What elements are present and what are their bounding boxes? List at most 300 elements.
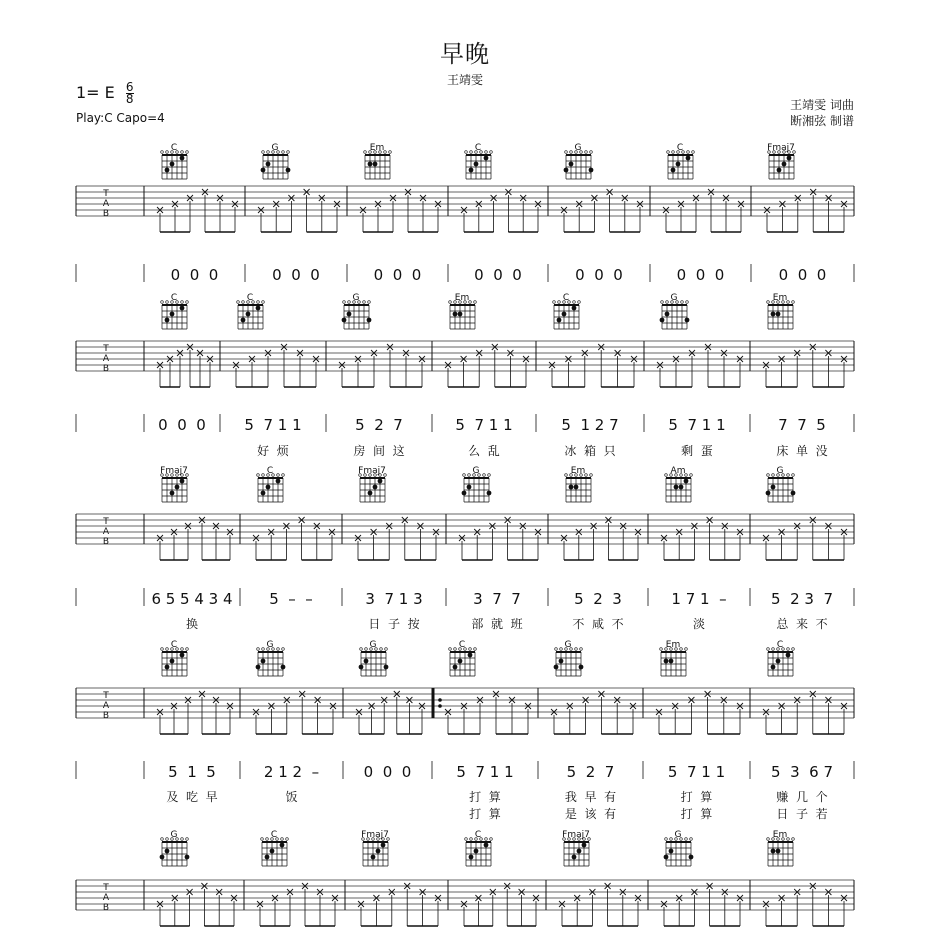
chord-open-mark [281,838,284,841]
chord-finger-dot [589,168,594,173]
chord-finger-dot [572,855,577,860]
chord-name: Em [454,293,470,303]
tab-letter: B [102,364,110,374]
repeat-dot [438,704,442,708]
chord-open-mark [792,301,795,304]
chord-name: G [170,830,178,840]
chord-open-mark [772,648,775,651]
chord-finger-dot [261,491,266,496]
chord-open-mark [468,474,471,477]
chord-finger-dot [577,849,582,854]
chord-finger-dot [554,665,559,670]
chord-finger-dot [256,306,261,311]
chord-name: C [458,640,466,650]
chord-finger-dot [776,659,781,664]
chord-finger-dot [381,843,386,848]
chord-open-mark [692,151,695,154]
chord-open-mark [666,301,669,304]
chord-open-mark [389,151,392,154]
chord-finger-dot [453,312,458,317]
chord-diagram [767,293,795,329]
chord-finger-dot [270,849,275,854]
chord-open-mark [364,151,367,154]
chord-open-mark [665,838,668,841]
chord-finger-dot [671,168,676,173]
chord-open-mark [368,301,371,304]
chord-diagram [364,143,392,179]
chord-diagram [161,143,189,179]
chord-finger-dot [364,659,369,664]
chord-finger-dot [766,491,771,496]
lyric-line-1: 不 咸 不 [572,617,624,631]
numbered-notation: 0 0 0 [363,763,412,781]
tab-letter: A [102,893,110,903]
chord-open-mark [681,301,684,304]
chord-open-mark [181,838,184,841]
chord-open-mark [555,648,558,651]
lyric-line-2: 日 子 若 [776,807,828,821]
lyric-line-1: 饭 [285,790,298,804]
repeat-dot [438,698,442,702]
song-title: 早晚 [440,40,490,68]
chord-open-mark [767,838,770,841]
chord-open-mark [186,648,189,651]
chord-open-mark [565,151,568,154]
chord-finger-dot [669,849,674,854]
chord-finger-dot [376,849,381,854]
chord-name: Em [772,293,788,303]
chord-open-mark [363,301,366,304]
chord-open-mark [660,648,663,651]
chord-open-mark [277,474,280,477]
tab-letter: B [102,537,110,547]
chord-finger-dot [286,168,291,173]
lyric-line-1: 冰 箱 只 [564,444,616,458]
chord-open-mark [490,838,493,841]
numbered-notation: 1 7 1 – [671,590,727,608]
key-label: 1= E [76,83,115,102]
chord-finger-dot [384,665,389,670]
chord-open-mark [454,648,457,651]
chord-open-mark [488,474,491,477]
chord-finger-dot [469,168,474,173]
chord-diagram [342,293,372,329]
chord-diagram [767,143,795,179]
chord-open-mark [792,648,795,651]
numbered-notation: 5 – – [269,590,313,608]
tab-letter: A [102,701,110,711]
chord-name: C [270,830,278,840]
chord-finger-dot [170,659,175,664]
chord-name: G [574,143,582,153]
chord-open-mark [166,648,169,651]
chord-diagram [449,293,477,329]
chord-finger-dot [468,653,473,658]
chord-open-mark [282,648,285,651]
chord-finger-dot [664,855,669,860]
chord-finger-dot [787,156,792,161]
chord-open-mark [343,301,346,304]
chord-open-mark [262,301,265,304]
chord-finger-dot [373,162,378,167]
chord-name: Em [369,143,385,153]
chord-open-mark [257,474,260,477]
chord-diagram [465,143,493,179]
chord-finger-dot [261,659,266,664]
lyric-line-1: 么 乱 [468,444,500,458]
chord-open-mark [792,474,795,477]
chord-open-mark [161,838,164,841]
chord-diagram [664,830,694,866]
lyric-line-1: 打 算 [469,790,501,804]
chord-name: C [562,293,570,303]
numbered-notation: 5 2 3 7 [770,590,834,608]
chord-open-mark [449,301,452,304]
chord-name: C [474,143,482,153]
chord-diagram [554,640,584,676]
lyric-line-1: 我 早 有 [564,790,617,804]
chord-diagram [361,830,389,866]
chord-diagram [667,143,695,179]
lyric-line-1: 换 [185,617,199,631]
singer-name: 王靖雯 [446,73,483,87]
chord-open-mark [585,151,588,154]
chord-open-mark [565,474,568,477]
chord-finger-dot [582,843,587,848]
numbered-notation: 0 0 0 [778,266,827,284]
chord-diagram [465,830,493,866]
numbered-notation: 2 1 2 – [263,763,320,781]
chord-finger-dot [664,659,669,664]
chord-finger-dot [246,312,251,317]
numbered-notation: 6 5 5 4 3 4 [151,590,233,608]
time-sig-top: 6 [125,80,134,94]
chord-name: G [369,640,377,650]
chord-finger-dot [572,306,577,311]
chord-open-mark [257,648,260,651]
chord-finger-dot [686,156,691,161]
lyric-line-1: 赚 几 个 [776,790,828,804]
lyric-line-1: 剩 蛋 [681,444,713,458]
tab-letter: T [103,344,109,354]
chord-open-mark [161,301,164,304]
chord-diagram [359,640,389,676]
tab-letter: T [103,189,109,199]
chord-open-mark [166,301,169,304]
tab-system [76,640,854,821]
chord-name: G [776,466,784,476]
chord-finger-dot [276,479,281,484]
chord-name: C [474,830,482,840]
chord-name: Fmaj7 [160,466,188,476]
lyric-line-2: 打 算 [469,807,501,821]
chord-finger-dot [569,485,574,490]
chord-finger-dot [180,479,185,484]
numbered-notation: 5 7 1 1 [456,763,514,781]
chord-diagram [462,466,492,502]
chord-open-mark [690,838,693,841]
tab-letter: T [103,517,109,527]
chord-diagram [161,293,189,329]
tab-system [76,143,854,284]
chord-finger-dot [487,491,492,496]
chord-open-mark [767,648,770,651]
chord-finger-dot [180,653,185,658]
chord-finger-dot [281,665,286,670]
chord-finger-dot [669,659,674,664]
chord-finger-dot [771,485,776,490]
chord-finger-dot [180,156,185,161]
chord-finger-dot [170,312,175,317]
chord-name: Em [570,466,586,476]
chord-finger-dot [359,665,364,670]
chord-name: Fmaj7 [767,143,795,153]
chord-open-mark [667,151,670,154]
chord-finger-dot [569,162,574,167]
chord-open-mark [385,648,388,651]
chord-diagram [564,143,594,179]
chord-open-mark [181,151,184,154]
chord-open-mark [687,151,690,154]
numbered-notation: 0 0 0 [373,266,422,284]
chord-finger-dot [484,156,489,161]
lyric-line-2: 打 算 [680,807,713,821]
chord-finger-dot [458,659,463,664]
chord-diagram [449,640,477,676]
lyric-line-1: 日 子 按 [368,617,420,631]
chord-finger-dot [280,843,285,848]
chord-open-mark [286,838,289,841]
chord-name: C [266,466,274,476]
chord-finger-dot [660,318,665,323]
chord-open-mark [685,648,688,651]
chord-diagram [660,640,688,676]
chord-open-mark [262,151,265,154]
credit-lyrics-music: 王靖雯 词曲 [790,98,854,112]
tab-letter: B [102,711,110,721]
chord-diagram [257,466,285,502]
chord-finger-dot [265,855,270,860]
chord-open-mark [573,301,576,304]
chord-finger-dot [685,318,690,323]
chord-open-mark [365,648,368,651]
chord-open-mark [485,838,488,841]
chord-finger-dot [559,659,564,664]
chord-open-mark [360,648,363,651]
chord-finger-dot [458,312,463,317]
lyric-line-1: 打 算 [680,790,713,804]
chord-open-mark [181,301,184,304]
chord-diagram [161,640,189,676]
lyric-line-1: 部 就 班 [471,617,523,631]
chord-finger-dot [256,665,261,670]
chord-open-mark [578,301,581,304]
chord-finger-dot [241,318,246,323]
chord-open-mark [261,838,264,841]
chord-finger-dot [574,485,579,490]
chord-finger-dot [342,318,347,323]
numbered-notation: 5 1 5 [168,763,216,781]
numbered-notation: 7 7 5 [778,416,826,434]
chord-open-mark [161,151,164,154]
chord-open-mark [277,648,280,651]
tab-letter: B [102,209,110,219]
chord-finger-dot [165,849,170,854]
tab-letter: A [102,527,110,537]
chord-open-mark [553,301,556,304]
chord-diagram [766,466,796,502]
chord-open-mark [686,301,689,304]
chord-finger-dot [467,485,472,490]
numbered-notation: 0 0 0 [575,266,623,284]
chord-finger-dot [453,665,458,670]
chord-name: G [266,640,274,650]
chord-open-mark [690,474,693,477]
chord-diagram [160,466,188,502]
lyric-line-1: 淡 [692,617,706,631]
chord-diagram [767,830,795,866]
chord-open-mark [570,151,573,154]
chord-name: Em [772,830,788,840]
chord-name: Fmaj7 [358,466,386,476]
chord-name: Am [670,466,686,476]
chord-finger-dot [368,491,373,496]
chord-finger-dot [665,312,670,317]
chord-open-mark [575,648,578,651]
chord-finger-dot [684,479,689,484]
chord-finger-dot [791,491,796,496]
chord-diagram [665,466,693,502]
chord-open-mark [560,648,563,651]
chord-open-mark [348,301,351,304]
chord-open-mark [590,151,593,154]
chord-open-mark [767,301,770,304]
chord-name: C [676,143,684,153]
chord-finger-dot [165,665,170,670]
numbered-notation: 0 0 0 [170,266,219,284]
chord-open-mark [166,151,169,154]
chord-open-mark [463,474,466,477]
chord-open-mark [161,648,164,651]
numbered-notation: 0 0 0 [676,266,725,284]
chord-open-mark [282,151,285,154]
chord-open-mark [257,301,260,304]
chord-open-mark [267,151,270,154]
numbered-notation: 5 3 6 7 [770,763,834,781]
chord-diagram [256,640,286,676]
chord-finger-dot [378,479,383,484]
tab-letter: A [102,199,110,209]
numbered-notation: 5 1 2 7 [561,416,619,434]
chord-finger-dot [782,162,787,167]
chord-finger-dot [170,162,175,167]
numbered-notation: 0 0 0 [474,266,522,284]
chord-open-mark [672,151,675,154]
chord-open-mark [661,301,664,304]
chord-finger-dot [368,162,373,167]
chord-finger-dot [579,665,584,670]
chord-diagram [767,640,795,676]
chord-open-mark [262,474,265,477]
numbered-notation: 5 2 3 [574,590,622,608]
chord-open-mark [558,301,561,304]
numbered-notation: 3 7 7 [473,590,521,608]
chord-diagram [358,466,386,502]
chord-open-mark [483,474,486,477]
chord-open-mark [186,151,189,154]
chord-name: C [170,293,178,303]
chord-name: G [670,293,678,303]
chord-open-mark [470,838,473,841]
lyric-line-1: 床 单 没 [776,444,828,458]
chord-open-mark [282,474,285,477]
tab-letter: B [102,903,110,913]
chord-open-mark [685,838,688,841]
chord-name: Fmaj7 [562,830,590,840]
lyric-line-1: 好 烦 [257,444,289,458]
chord-open-mark [485,151,488,154]
chord-finger-dot [786,653,791,658]
chord-finger-dot [165,168,170,173]
chord-name: Fmaj7 [361,830,389,840]
chord-name: C [246,293,254,303]
chord-finger-dot [689,855,694,860]
chord-finger-dot [674,485,679,490]
chord-diagram [261,143,291,179]
chord-finger-dot [462,491,467,496]
chord-name: G [564,640,572,650]
chord-open-mark [181,648,184,651]
chord-finger-dot [266,162,271,167]
chord-finger-dot [557,318,562,323]
chord-name: Em [665,640,681,650]
numbered-notation: 0 0 0 [272,266,320,284]
numbered-notation: 5 7 1 1 [668,416,726,434]
chord-name: G [271,143,279,153]
chord-open-mark [287,151,290,154]
chord-open-mark [474,301,477,304]
chord-finger-dot [676,162,681,167]
chord-open-mark [242,301,245,304]
numbered-notation: 0 0 0 [158,416,206,434]
tab-system [76,466,854,631]
chord-diagram [553,293,581,329]
chord-open-mark [449,648,452,651]
chord-finger-dot [165,318,170,323]
numbered-notation: 5 7 1 1 [667,763,726,781]
chord-name: C [170,143,178,153]
chord-finger-dot [266,485,271,490]
chord-name: C [170,640,178,650]
tab-system [76,293,854,458]
chord-finger-dot [347,312,352,317]
lyric-line-1: 房 间 这 [353,444,405,458]
chord-diagram [237,293,265,329]
chord-finger-dot [170,491,175,496]
chord-finger-dot [160,855,165,860]
chord-open-mark [787,648,790,651]
chord-open-mark [772,474,775,477]
chord-diagram [565,466,593,502]
numbered-notation: 5 7 1 1 [455,416,513,434]
time-sig-bottom: 8 [125,92,134,106]
chord-diagram [160,830,190,866]
lyric-line-1: 及 吃 早 [166,790,218,804]
chord-open-mark [266,838,269,841]
chord-open-mark [474,648,477,651]
chord-finger-dot [175,485,180,490]
chord-open-mark [670,838,673,841]
